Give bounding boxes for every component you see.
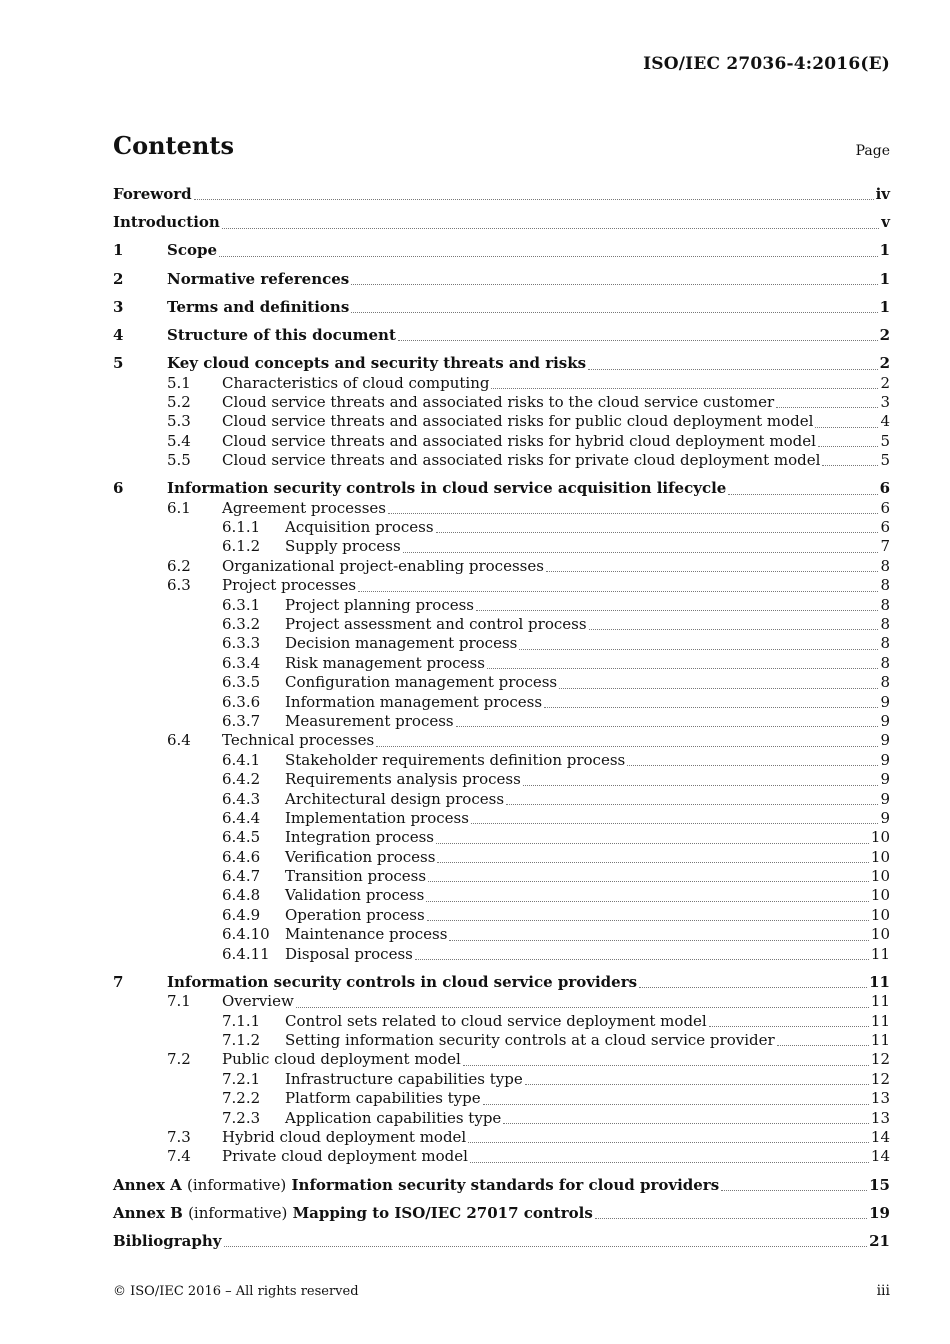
toc-entry-page: 9 — [880, 731, 890, 750]
toc-entry[interactable] — [113, 992, 890, 1011]
toc-entry-title: Project planning process — [285, 595, 474, 614]
toc-entry-number: 5.1 — [167, 373, 191, 392]
dot-leader — [358, 590, 878, 592]
toc-entry-page: 6 — [880, 498, 890, 517]
toc-entry-title: Transition process — [285, 867, 427, 886]
toc-entry[interactable] — [113, 848, 890, 867]
toc-entry-number: 6.3.4 — [222, 653, 261, 672]
annex-title: Mapping to ISO/IEC 27017 controls — [292, 1203, 593, 1222]
toc-entry-title: Maintenance process — [285, 925, 448, 944]
toc-entry[interactable] — [113, 673, 890, 692]
toc-entry-number: 6.3.5 — [222, 673, 261, 692]
toc-entry-title: Bibliography — [113, 1231, 222, 1250]
toc-entry-number: 6.2 — [167, 556, 191, 575]
toc-entry-title: Supply process — [285, 537, 401, 556]
toc-entry[interactable] — [113, 1109, 890, 1128]
annex-label: Annex A — [113, 1175, 182, 1194]
toc-entry-page: 12 — [870, 1050, 890, 1069]
toc-entry-page: 19 — [869, 1203, 890, 1222]
toc-entry-page: 1 — [879, 297, 890, 316]
toc-entry[interactable] — [113, 1232, 890, 1251]
toc-entry-page: 10 — [870, 847, 890, 866]
toc-entry[interactable] — [113, 374, 890, 393]
toc-entry-number: 6.4.10 — [222, 925, 270, 944]
toc-entry[interactable] — [113, 298, 890, 317]
toc-entry-number: 6.4.7 — [222, 867, 261, 886]
toc-entry-page: 6 — [880, 518, 890, 537]
toc-entry-page: 8 — [880, 615, 890, 633]
toc-entry[interactable] — [113, 867, 890, 886]
toc-entry[interactable] — [113, 1050, 890, 1069]
toc-entry-number: 7.2.3 — [222, 1108, 261, 1127]
toc-entry-title: Requirements analysis process — [285, 770, 521, 789]
toc-entry[interactable] — [113, 1012, 890, 1031]
toc-entry-title — [113, 1204, 595, 1223]
toc-entry-page: 5 — [880, 451, 890, 470]
toc-entry[interactable] — [113, 354, 890, 373]
toc-entry-page: v — [881, 213, 890, 232]
toc-entry-title: Key cloud concepts and security threats and risks — [167, 354, 587, 373]
toc-entry-number: 7.1.2 — [222, 1031, 261, 1049]
page-title: Contents — [113, 131, 234, 160]
toc-entry-title: Disposal process — [285, 944, 413, 963]
dot-leader — [595, 1217, 867, 1219]
toc-entry-number: 7.1.1 — [222, 1011, 261, 1030]
toc-entry[interactable] — [113, 751, 890, 770]
dot-leader — [194, 198, 874, 200]
annex-type: (informative) — [188, 1203, 288, 1222]
toc-entry-page: 11 — [870, 944, 890, 963]
toc-entry[interactable] — [113, 451, 890, 470]
toc-entry[interactable] — [113, 537, 890, 556]
toc-entry-page: 21 — [869, 1231, 890, 1250]
toc-entry-title: Acquisition process — [285, 518, 434, 537]
toc-entry-page: 8 — [880, 634, 890, 653]
toc-entry-number: 7.1 — [167, 992, 191, 1011]
toc-entry-title: Validation process — [285, 886, 425, 905]
toc-entry-number: 7.3 — [167, 1127, 191, 1146]
dot-leader — [476, 609, 878, 611]
dot-leader — [627, 764, 878, 766]
annex-label: Annex B — [113, 1203, 183, 1222]
toc-entry-page: 14 — [870, 1127, 890, 1146]
toc-entry[interactable] — [113, 770, 890, 789]
toc-entry-title: Cloud service threats and associated risks for private cloud deployment model — [222, 451, 821, 470]
dot-leader — [224, 1245, 868, 1247]
toc-entry-title: Verification process — [285, 847, 436, 866]
toc-entry[interactable] — [113, 432, 890, 451]
toc-entry-number: 6.1.2 — [222, 537, 261, 556]
dot-leader — [470, 1161, 869, 1163]
toc-entry-page: 9 — [880, 770, 890, 789]
toc-entry-page: 3 — [880, 392, 890, 411]
dot-leader — [525, 1083, 869, 1085]
toc-entry-title: Cloud service threats and associated risks to the cloud service customer — [222, 392, 775, 411]
toc-entry[interactable] — [113, 1147, 890, 1166]
toc-entry-number: 6.3.1 — [222, 595, 261, 614]
dot-leader — [437, 861, 868, 863]
toc-entry-title: Scope — [167, 241, 218, 260]
toc-entry-number: 6.4.4 — [222, 808, 261, 827]
toc-entry-page: 4 — [880, 412, 890, 431]
toc-entry-title: Normative references — [167, 269, 350, 288]
toc-entry-title: Characteristics of cloud computing — [222, 373, 490, 392]
toc-entry-number: 6.1 — [167, 498, 191, 517]
toc-entry-title: Agreement processes — [222, 498, 386, 517]
dot-leader — [546, 570, 879, 572]
toc-entry[interactable] — [113, 270, 890, 289]
toc-entry-title: Public cloud deployment model — [222, 1050, 461, 1069]
dot-leader — [449, 939, 868, 941]
dot-leader — [427, 919, 869, 921]
dot-leader — [471, 822, 879, 824]
toc-entry[interactable] — [113, 731, 890, 750]
toc-entry-number: 5.2 — [167, 392, 191, 411]
toc-entry-number: 5.5 — [167, 451, 191, 470]
dot-leader — [426, 900, 869, 902]
toc-entry[interactable] — [113, 1070, 890, 1089]
toc-entry[interactable] — [113, 1204, 890, 1223]
toc-entry-number: 7.2.2 — [222, 1089, 261, 1108]
toc-entry[interactable] — [113, 828, 890, 847]
toc-entry-title: Information security controls in cloud service acquisition lifecycle — [167, 479, 727, 498]
dot-leader — [815, 426, 878, 428]
toc-entry-title: Organizational project-enabling processes — [222, 556, 544, 575]
toc-entry[interactable] — [113, 479, 890, 498]
toc-entry-page: iv — [875, 185, 890, 203]
toc-entry-number: 6 — [113, 479, 124, 498]
toc-entry-number: 6.4.2 — [222, 770, 261, 789]
toc-entry-title: Cloud service threats and associated risks for public cloud deployment model — [222, 412, 814, 431]
toc-entry-title: Project assessment and control process — [285, 615, 587, 633]
toc-entry-page: 2 — [880, 373, 890, 392]
dot-leader — [822, 464, 878, 466]
toc-entry-number: 1 — [113, 241, 124, 260]
toc-entry[interactable] — [113, 906, 890, 925]
toc-entry-number: 4 — [113, 325, 124, 344]
toc-entry-page: 13 — [870, 1089, 890, 1108]
toc-entry[interactable] — [113, 241, 890, 260]
toc-entry[interactable] — [113, 499, 890, 518]
toc-entry[interactable] — [113, 1031, 890, 1050]
dot-leader — [456, 725, 879, 727]
toc-entry-number: 6.3.6 — [222, 692, 261, 711]
toc-entry-page: 9 — [880, 750, 890, 769]
toc-entry-title: Introduction — [113, 213, 220, 232]
toc-entry-title: Decision management process — [285, 634, 518, 653]
dot-leader — [483, 1103, 869, 1105]
toc-entry-title: Terms and definitions — [167, 297, 350, 316]
toc-entry-page: 8 — [880, 673, 890, 692]
toc-entry-page: 9 — [880, 808, 890, 827]
toc-entry-number: 6.4.6 — [222, 847, 261, 866]
dot-leader — [351, 311, 877, 313]
toc-entry-title: Control sets related to cloud service deployment model — [285, 1011, 707, 1030]
toc-entry[interactable] — [113, 213, 890, 232]
toc-entry-page: 11 — [869, 972, 890, 991]
toc-entry[interactable] — [113, 326, 890, 345]
toc-entry-page: 10 — [870, 886, 890, 905]
toc-entry-title — [113, 1176, 721, 1195]
toc-entry-title: Architectural design process — [285, 789, 505, 808]
dot-leader — [777, 1044, 869, 1046]
toc-entry-number: 6.3.3 — [222, 634, 261, 653]
toc-entry[interactable] — [113, 945, 890, 964]
toc-entry-page: 9 — [880, 711, 890, 730]
toc-entry-title: Foreword — [113, 185, 192, 203]
toc-entry-page: 15 — [869, 1175, 890, 1194]
footer-page-number: iii — [876, 1283, 890, 1299]
toc-entry-title: Private cloud deployment model — [222, 1147, 468, 1166]
annex-type: (informative) — [187, 1175, 287, 1194]
toc-entry-title: Stakeholder requirements definition process — [285, 750, 626, 769]
toc-entry-title: Technical processes — [222, 731, 375, 750]
dot-leader — [728, 493, 877, 495]
toc-entry-number: 6.4.9 — [222, 905, 261, 924]
toc-entry-page: 11 — [870, 1031, 890, 1049]
toc-entry-title: Overview — [222, 992, 294, 1011]
toc-entry-title: Integration process — [285, 828, 434, 847]
toc-entry-page: 2 — [879, 325, 890, 344]
toc-entry-number: 6.4.8 — [222, 886, 261, 905]
toc-entry-page: 13 — [870, 1108, 890, 1127]
dot-leader — [415, 958, 869, 960]
toc-entry[interactable] — [113, 557, 890, 576]
dot-leader — [721, 1189, 867, 1191]
dot-leader — [463, 1064, 869, 1066]
toc-entry-page: 7 — [880, 537, 890, 556]
toc-entry[interactable] — [113, 925, 890, 944]
toc-entry-page: 9 — [880, 692, 890, 711]
toc-entry-title: Operation process — [285, 905, 425, 924]
toc-entry[interactable] — [113, 393, 890, 412]
toc-entry-title: Cloud service threats and associated risks for hybrid cloud deployment model — [222, 431, 816, 450]
toc-entry-page: 10 — [870, 925, 890, 944]
toc-entry[interactable] — [113, 412, 890, 431]
dot-leader — [219, 255, 878, 257]
dot-leader — [519, 648, 878, 650]
dot-leader — [468, 1141, 869, 1143]
toc-entry[interactable] — [113, 615, 890, 634]
toc-entry-number: 6.1.1 — [222, 518, 261, 537]
toc-entry-number: 6.4.11 — [222, 944, 270, 963]
dot-leader — [376, 745, 878, 747]
dot-leader — [398, 339, 878, 341]
toc-entry-page: 6 — [879, 479, 890, 498]
toc-entry-number: 7.2 — [167, 1050, 191, 1069]
dot-leader — [523, 784, 879, 786]
table-of-contents — [113, 185, 890, 1251]
toc-entry-page: 10 — [870, 828, 890, 847]
toc-entry-page: 2 — [879, 354, 890, 373]
dot-leader — [503, 1122, 869, 1124]
toc-entry-title: Measurement process — [285, 711, 454, 730]
toc-entry[interactable] — [113, 596, 890, 615]
dot-leader — [544, 706, 878, 708]
toc-entry[interactable] — [113, 185, 890, 204]
toc-entry-title: Configuration management process — [285, 673, 558, 692]
toc-entry-page: 10 — [870, 905, 890, 924]
toc-entry-page: 8 — [880, 653, 890, 672]
dot-leader — [639, 986, 867, 988]
toc-entry[interactable] — [113, 518, 890, 537]
toc-entry[interactable] — [113, 1089, 890, 1108]
toc-entry-page: 5 — [880, 431, 890, 450]
dot-leader — [559, 687, 878, 689]
toc-entry-number: 7.2.1 — [222, 1069, 261, 1088]
toc-entry-number: 2 — [113, 269, 124, 288]
toc-entry-number: 7 — [113, 972, 124, 991]
toc-entry-number: 6.3.2 — [222, 615, 261, 633]
toc-entry-page: 12 — [870, 1069, 890, 1088]
toc-entry-number: 6.3 — [167, 576, 191, 595]
dot-leader — [588, 368, 877, 370]
dot-leader — [506, 803, 878, 805]
dot-leader — [709, 1025, 869, 1027]
dot-leader — [403, 551, 879, 553]
toc-entry-page: 8 — [880, 556, 890, 575]
toc-entry-page: 11 — [870, 1011, 890, 1030]
toc-entry-page: 9 — [880, 789, 890, 808]
toc-entry-title: Information management process — [285, 692, 543, 711]
document-id: ISO/IEC 27036-4:2016(E) — [643, 54, 890, 74]
toc-entry-title: Risk management process — [285, 653, 485, 672]
toc-entry[interactable] — [113, 634, 890, 653]
toc-entry-page: 14 — [870, 1147, 890, 1166]
toc-entry-number: 6.4.5 — [222, 828, 261, 847]
dot-leader — [818, 445, 879, 447]
toc-entry[interactable] — [113, 809, 890, 828]
toc-entry-number: 5.3 — [167, 412, 191, 431]
toc-entry[interactable] — [113, 654, 890, 673]
toc-entry[interactable] — [113, 693, 890, 712]
dot-leader — [436, 531, 879, 533]
toc-entry-title: Structure of this document — [167, 325, 396, 344]
toc-entry-number: 6.4.3 — [222, 789, 261, 808]
toc-entry[interactable] — [113, 790, 890, 809]
toc-entry-number: 6.4.1 — [222, 750, 261, 769]
toc-entry-number: 7.4 — [167, 1147, 191, 1166]
dot-leader — [491, 387, 878, 389]
toc-entry-page: 11 — [870, 992, 890, 1011]
dot-leader — [487, 667, 879, 669]
toc-entry-number: 6.3.7 — [222, 711, 261, 730]
dot-leader — [436, 842, 869, 844]
dot-leader — [589, 628, 879, 630]
toc-entry[interactable] — [113, 973, 890, 992]
toc-entry-number: 6.4 — [167, 731, 191, 750]
footer-copyright: © ISO/IEC 2016 – All rights reserved — [113, 1284, 359, 1299]
toc-entry-page: 1 — [879, 241, 890, 260]
toc-entry-page: 1 — [879, 269, 890, 288]
toc-entry[interactable] — [113, 886, 890, 905]
toc-entry[interactable] — [113, 1128, 890, 1147]
dot-leader — [296, 1006, 869, 1008]
toc-entry[interactable] — [113, 576, 890, 595]
toc-entry-title: Application capabilities type — [285, 1108, 502, 1127]
toc-entry-title: Platform capabilities type — [285, 1089, 481, 1108]
toc-entry-page: 8 — [880, 576, 890, 595]
toc-entry-title: Setting information security controls at a cloud service provider — [285, 1031, 775, 1049]
toc-entry-title: Implementation process — [285, 808, 469, 827]
toc-entry-number: 5 — [113, 354, 124, 373]
dot-leader — [388, 512, 878, 514]
annex-title: Information security standards for cloud providers — [291, 1175, 720, 1194]
toc-entry[interactable] — [113, 712, 890, 731]
toc-entry-number: 5.4 — [167, 431, 191, 450]
dot-leader — [776, 406, 878, 408]
dot-leader — [351, 283, 877, 285]
toc-entry-number: 3 — [113, 297, 124, 316]
toc-entry-page: 10 — [870, 867, 890, 886]
dot-leader — [222, 227, 879, 229]
toc-entry-title: Project processes — [222, 576, 357, 595]
page-column-label: Page — [855, 143, 890, 159]
dot-leader — [428, 880, 869, 882]
toc-entry-title: Hybrid cloud deployment model — [222, 1127, 467, 1146]
toc-entry-title: Infrastructure capabilities type — [285, 1069, 523, 1088]
toc-entry-title: Information security controls in cloud service providers — [167, 972, 638, 991]
toc-entry[interactable] — [113, 1176, 890, 1195]
toc-entry-page: 8 — [880, 595, 890, 614]
